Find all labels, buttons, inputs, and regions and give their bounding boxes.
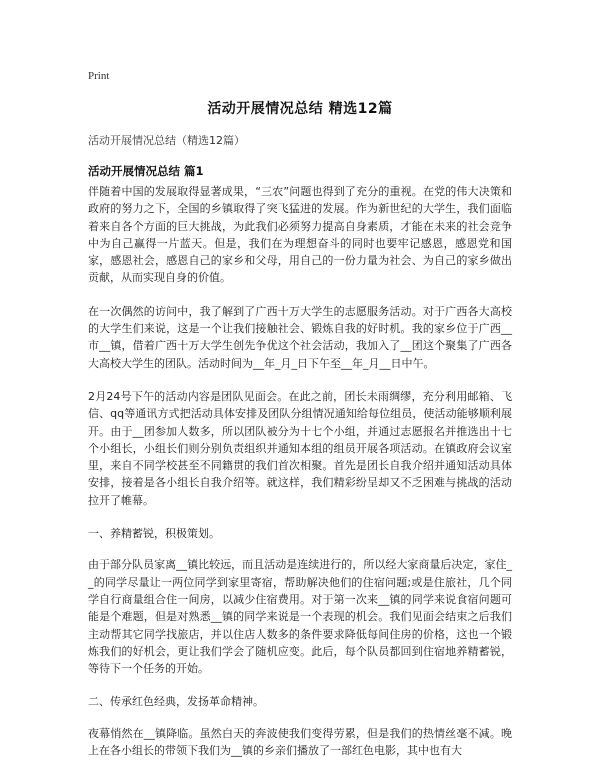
document-subtitle: 活动开展情况总结（精选12篇）: [88, 134, 245, 147]
paragraph: 伴随着中国的发展取得显著成果，“三农”问题也得到了充分的重视。在党的伟大决策和政府的努力之下，全国的乡镇取得了突飞猛进的发展。作为新世纪的大学生，我们面临着来自各个方面的巨大挑战，为此我们必须努力提高自身素质，才能在未来的社会竞争中为自己赢得一片蓝天。但是，我们在为理想奋斗的同时也要牢记感恩，感恩党和国家，感恩社会，感恩自己的家乡和父母，用自己的一份力量为社会、为自己的家乡做出贡献，从而实现自身的价值。: [88, 185, 512, 285]
document-body: [88, 183, 512, 775]
paragraph: 2月24号下午的活动内容是团队见面会。在此之前，团长未雨绸缪，充分利用邮箱、飞信、qq等通讯方式把活动具体安排及团队分组情况通知给每位组员，使活动能够顺利展开。由于__团参加人数多，所以团队被分为十七个小组，并通过志愿报名并推选出十七个小组长，小组长们则分别负责组织并通知本组的组员开展各项活动。在镇政府会议室里，来自不同学校甚至不同籍贯的我们首次相聚。首先是团长自我介绍并通知活动具体安排，接着是各小组长自我介绍等。就这样，我们精彩纷呈却又不乏困难与挑战的活动拉开了帷幕。: [88, 389, 512, 507]
paragraph: 在一次偶然的访问中，我了解到了广西十万大学生的志愿服务活动。对于广西各大高校的大学生们来说，这是一个让我们接触社会、锻炼自我的好时机。我的家乡位于广西__市__镇，借着广西十万大学生创先争优这个社会活动，我加入了__团这个聚集了广西各大高校大学生的团队。活动时间为__年_月_日下午至__年_月__日中午。: [88, 304, 512, 370]
subsection-heading: 一、养精蓄锐，积极策划。: [88, 527, 220, 541]
document-title: 活动开展情况总结 精选12篇: [207, 101, 393, 117]
section-heading: 活动开展情况总结 篇1: [88, 164, 204, 178]
paragraph: 由于部分队员家离__镇比较远，而且活动是连续进行的，所以经大家商量后决定，家住__的同学尽量让一两位同学到家里寄宿，帮助解决他们的住宿问题;或是住旅社，几个同学自行商量组合住一间房，以减少住宿费用。对于第一次来__镇的同学来说食宿问题可能是个难题，但是对熟悉__镇的同学来说是一个表现的机会。我们见面会结束之后我们主动帮其它同学找旅店，并以住店人数多的条件要求降低每间住房的价格，这也一个锻炼我们的好机会，更让我们学会了随机应变。此后，每个队员都回到住宿地养精蓄锐，等待下一个任务的开始。: [88, 558, 512, 676]
print-label: Print: [88, 70, 110, 82]
subsection-heading: 二、传承红色经典，发扬革命精神。: [88, 695, 264, 709]
paragraph: 夜幕悄然在__镇降临。虽然白天的奔波使我们变得劳累，但是我们的热情丝毫不减。晚上在各小组长的带领下我们为__镇的乡亲们播放了一部红色电影，其中也有大: [88, 726, 512, 758]
